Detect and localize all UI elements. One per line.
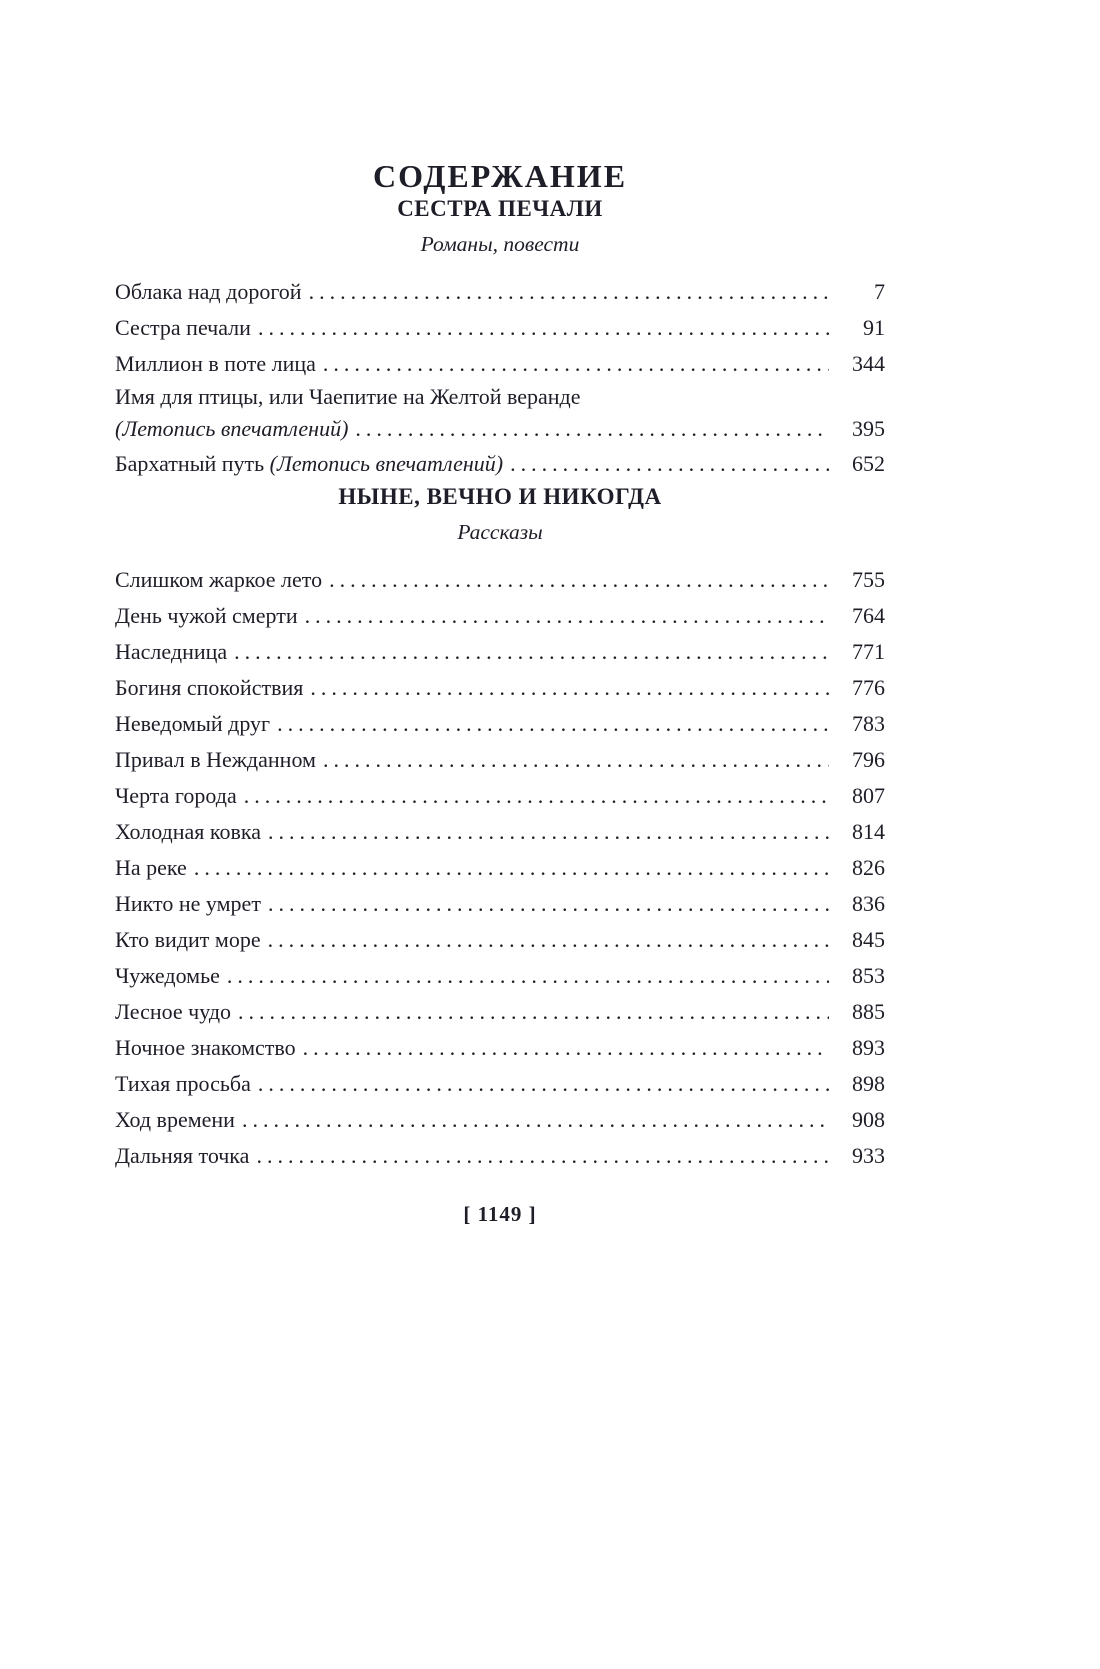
book-toc-page: [115, 0, 885, 1228]
toc-entry-title: Облака над дорогой: [115, 279, 302, 304]
dot-leader: [355, 412, 829, 446]
toc-entry: [115, 1138, 885, 1174]
dot-leader: [227, 958, 829, 994]
section-subheading: Рассказы: [457, 520, 543, 544]
toc-entry-page: 885: [852, 999, 885, 1024]
toc-entry-page: 652: [852, 451, 885, 476]
toc-entry-title-main: Бархатный путь: [115, 451, 265, 476]
toc-entry: [115, 706, 885, 742]
dot-leader: [234, 634, 829, 670]
toc-entry-title: Неведомый друг: [115, 711, 271, 736]
toc-entry-title: Сестра печали: [115, 315, 251, 340]
toc-entry: [115, 886, 885, 922]
toc-entry: [115, 850, 885, 886]
toc-entry: [115, 562, 885, 598]
toc-entry-title: Ход времени: [115, 1107, 235, 1132]
toc-entry-title: Ночное знакомство: [115, 1035, 296, 1060]
toc-entry-title: Имя для птицы, или Чаепитие на Желтой веранде: [115, 384, 581, 409]
toc-entry: [115, 958, 885, 994]
toc-entry-page: 898: [852, 1071, 885, 1096]
toc-entry-page: 796: [852, 747, 885, 772]
toc-entry: [115, 346, 885, 382]
toc-entry: [115, 1102, 885, 1138]
toc-entry: [115, 814, 885, 850]
toc-entry-page: 933: [852, 1143, 885, 1168]
toc-entry-title: Привал в Нежданном: [115, 747, 316, 772]
dot-leader: [309, 274, 829, 310]
dot-leader: [268, 922, 829, 958]
toc-entry-title: [115, 446, 503, 482]
toc-entry: [115, 742, 885, 778]
dot-leader: [310, 670, 829, 706]
toc-entry: [115, 778, 885, 814]
toc-entry-page: 908: [852, 1107, 885, 1132]
toc-entry-page: 395: [852, 416, 885, 441]
dot-leader: [194, 850, 829, 886]
toc-entry-title: День чужой смерти: [115, 603, 298, 628]
section-heading: СЕСТРА ПЕЧАЛИ: [397, 196, 603, 221]
toc-entry-title: Слишком жаркое лето: [115, 567, 323, 592]
toc-entry-title: Миллион в поте лица: [115, 351, 316, 376]
dot-leader: [305, 598, 829, 634]
toc-entry-page: 893: [852, 1035, 885, 1060]
toc-list: [115, 562, 885, 1174]
toc-entry: [115, 670, 885, 706]
toc-entry-line1: [115, 382, 885, 412]
dot-leader: [323, 742, 829, 778]
page-number-folio: [ 1149 ]: [463, 1202, 537, 1226]
dot-leader: [238, 994, 829, 1030]
dot-leader: [510, 446, 829, 482]
toc-entry-page: 764: [852, 603, 885, 628]
section-subheading: Романы, повести: [420, 232, 580, 256]
dot-leader: [258, 310, 829, 346]
toc-entry: [115, 1030, 885, 1066]
dot-leader: [323, 346, 829, 382]
dot-leader: [256, 1138, 829, 1174]
toc-entry-page: 807: [852, 783, 885, 808]
toc-entry-page: 755: [852, 567, 885, 592]
section-sestra-pechali: [115, 194, 885, 482]
toc-entry: [115, 994, 885, 1030]
toc-entry-title: Лесное чудо: [115, 999, 232, 1024]
toc-entry-title: Кто видит море: [115, 927, 261, 952]
toc-entry-title: Тихая просьба: [115, 1071, 251, 1096]
toc-entry: [115, 922, 885, 958]
toc-entry-title-italic: (Летопись впечатлений): [269, 451, 504, 476]
toc-entry-page: 836: [852, 891, 885, 916]
toc-entry: [115, 274, 885, 310]
dot-leader: [258, 1066, 829, 1102]
dot-leader: [242, 1102, 829, 1138]
toc-entry-page: 845: [852, 927, 885, 952]
toc-entry-title: Дальняя точка: [115, 1143, 250, 1168]
toc-entry-title: На реке: [115, 855, 187, 880]
toc-entry: [115, 1066, 885, 1102]
toc-entry: [115, 598, 885, 634]
toc-list: [115, 274, 885, 482]
dot-leader: [303, 1030, 829, 1066]
toc-entry-page: 853: [852, 963, 885, 988]
section-nyne-vechno-i-nikogda: [115, 482, 885, 1174]
dot-leader: [268, 886, 829, 922]
toc-entry-title: Наследница: [115, 639, 228, 664]
toc-entry-line2: [115, 412, 885, 446]
toc-entry: [115, 310, 885, 346]
toc-entry-subtitle: (Летопись впечатлений): [115, 416, 349, 441]
toc-entry-page: 783: [852, 711, 885, 736]
page-title: СОДЕРЖАНИЕ: [372, 158, 628, 194]
toc-entry-title: Черта города: [115, 783, 237, 808]
dot-leader: [329, 562, 829, 598]
toc-entry-page: 7: [874, 279, 885, 304]
dot-leader: [277, 706, 829, 742]
toc-entry-page: 344: [852, 351, 885, 376]
toc-entry-page: 776: [852, 675, 885, 700]
toc-entry: [115, 634, 885, 670]
toc-entry-title: Холодная ковка: [115, 819, 261, 844]
dot-leader: [268, 814, 829, 850]
dot-leader: [244, 778, 829, 814]
toc-entry-title: Чужедомье: [115, 963, 220, 988]
toc-entry-title: Никто не умрет: [115, 891, 261, 916]
toc-entry-page: 91: [863, 315, 885, 340]
toc-entry-title: Богиня спокойствия: [115, 675, 304, 700]
toc-entry: [115, 446, 885, 482]
toc-entry-page: 814: [852, 819, 885, 844]
toc-entry-page: 826: [852, 855, 885, 880]
toc-entry-page: 771: [852, 639, 885, 664]
section-heading: НЫНЕ, ВЕЧНО И НИКОГДА: [338, 484, 662, 509]
